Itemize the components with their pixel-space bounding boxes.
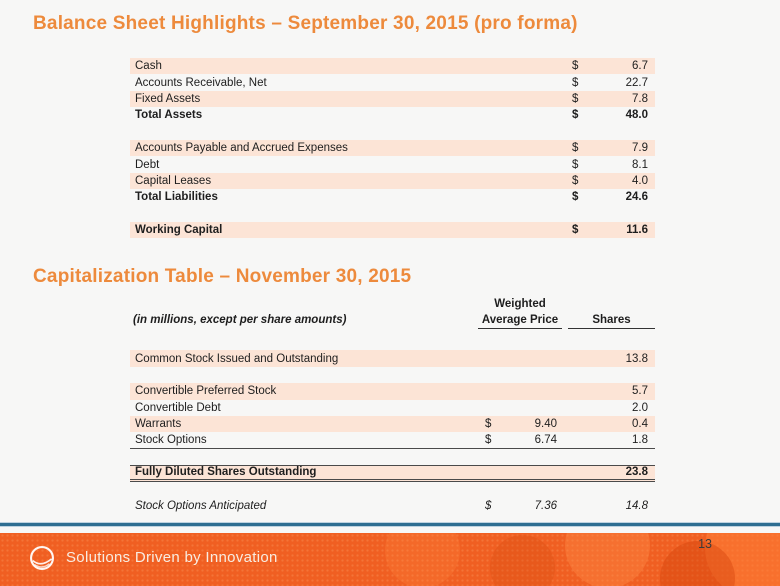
cell-label: Total Assets [135,109,203,122]
cell-dollar: $ [572,191,579,204]
cell-value: 4.0 [632,174,648,187]
cell-value: 11.6 [626,224,648,237]
cell-dollar: $ [572,92,579,105]
column-header-shares: Shares [568,314,655,329]
cell-dollar: $ [572,158,579,171]
footer-decoration-circle [565,533,650,586]
spacer-row [130,334,655,350]
cell-shares: 0.4 [632,418,648,431]
cell-dollar: $ [572,76,579,89]
table-row [130,156,655,172]
cell-label: Accounts Receivable, Net [135,76,267,89]
company-logo-icon [28,544,56,572]
cell-shares: 5.7 [632,385,648,398]
table-row [130,350,655,366]
cell-label: Convertible Debt [135,401,221,414]
cell-label: Stock Options [135,434,207,447]
cell-label: Total Liabilities [135,191,218,204]
cell-price: 7.36 [534,500,557,513]
table-row [130,173,655,189]
cell-label: Warrants [135,418,182,431]
cell-value: 24.6 [625,191,648,204]
spacer-row [130,482,655,498]
cell-value: 48.0 [625,109,648,122]
table-row [130,465,655,481]
table-row [130,416,655,432]
balance-sheet-title: Balance Sheet Highlights – September 30, 2015 (pro forma) [33,13,578,34]
footer-decoration-circle [490,535,555,586]
cell-dollar: $ [572,224,579,237]
cell-value: 22.7 [625,76,648,89]
cell-label: Debt [135,158,160,171]
table-row [130,189,655,205]
cell-value: 7.9 [632,142,648,155]
cell-label: Fully Diluted Shares Outstanding [135,466,317,479]
table-row [130,74,655,90]
table-row [130,222,655,238]
spacer-row [130,206,655,222]
cell-price: 6.74 [534,434,557,447]
cell-dollar: $ [572,60,579,73]
cap-table-header-row [130,298,655,334]
footer-decoration-circle [385,533,460,586]
cell-label: Cash [135,60,162,73]
capitalization-table [130,334,655,514]
cell-value: 8.1 [632,158,648,171]
cell-dollar: $ [572,109,579,122]
cell-dollar: $ [485,418,492,431]
footer-tagline: Solutions Driven by Innovation [66,549,278,566]
cell-label: Accounts Payable and Accrued Expenses [135,142,348,155]
cell-price: 9.40 [534,418,557,431]
table-row [130,91,655,107]
capitalization-table-title: Capitalization Table – November 30, 2015 [33,266,412,287]
table-row [130,107,655,123]
table-row [130,140,655,156]
cell-value: 7.8 [632,92,648,105]
cell-shares: 13.8 [625,352,648,365]
balance-sheet-table [130,58,655,238]
cell-label: Convertible Preferred Stock [135,385,277,398]
table-row [130,432,655,448]
cell-dollar: $ [572,142,579,155]
cell-shares: 1.8 [632,434,648,447]
table-row [130,58,655,74]
spacer-row [130,449,655,465]
spacer-row [130,367,655,383]
cell-dollar: $ [485,500,492,513]
footer-band [0,533,780,586]
cell-shares: 23.8 [625,466,648,479]
cap-table-units-note: (in millions, except per share amounts) [133,314,347,326]
cell-label: Working Capital [135,224,223,237]
spacer-row [130,124,655,140]
cell-dollar: $ [485,434,492,447]
table-row [130,383,655,399]
cell-label: Stock Options Anticipated [135,500,267,513]
column-header-average-price: Average Price [478,314,562,329]
cell-label: Fixed Assets [135,92,201,105]
footer-separator-line [0,522,780,527]
cell-value: 6.7 [632,60,648,73]
table-row [130,498,655,514]
table-row [130,400,655,416]
cell-shares: 14.8 [625,500,648,513]
cell-label: Capital Leases [135,174,212,187]
cell-label: Common Stock Issued and Outstanding [135,352,339,365]
page-number: 13 [698,537,712,551]
column-header-weighted: Weighted [494,298,546,310]
cell-dollar: $ [572,174,579,187]
cell-shares: 2.0 [632,401,648,414]
